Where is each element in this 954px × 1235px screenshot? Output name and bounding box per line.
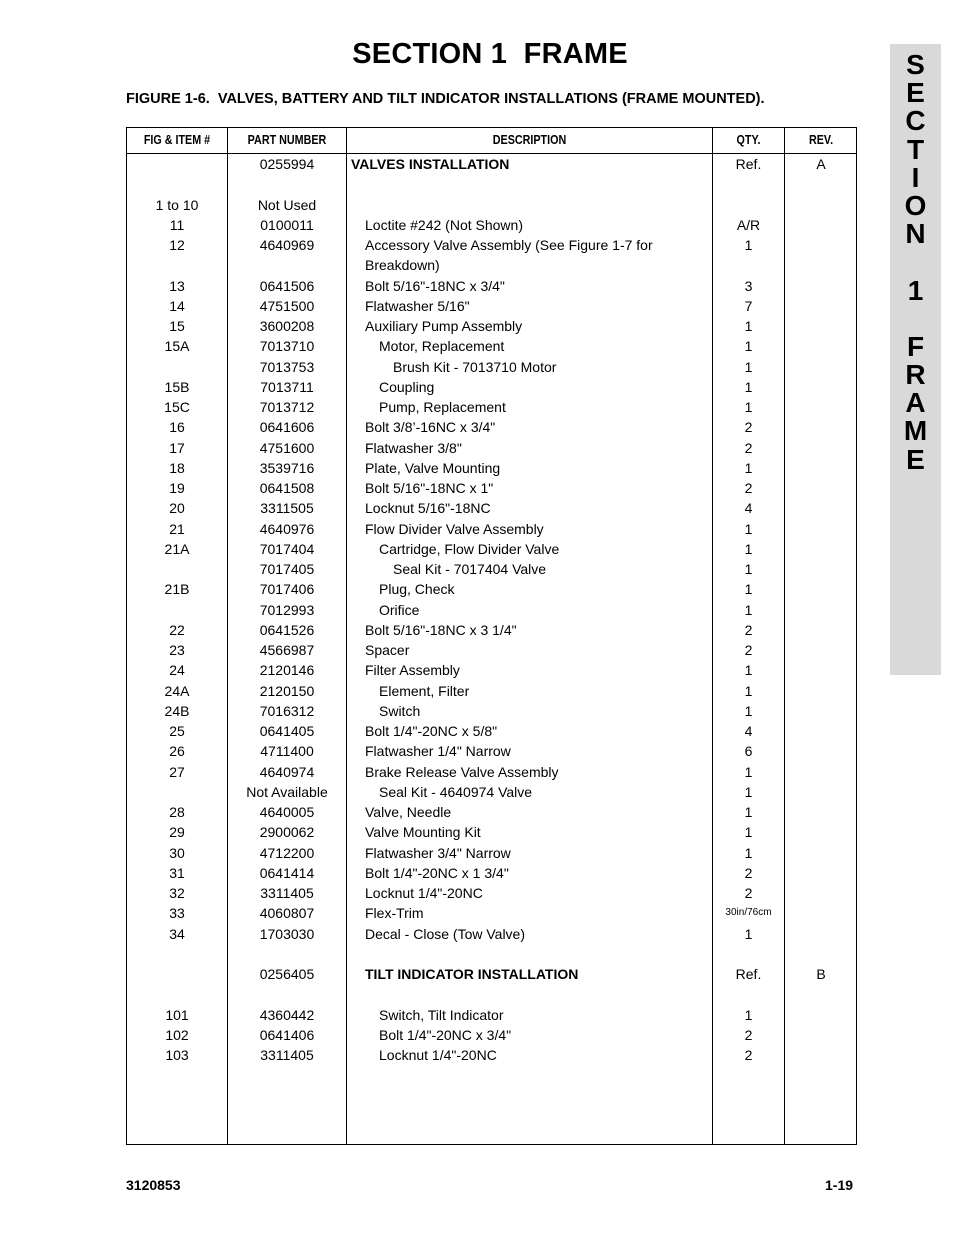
table-row bbox=[127, 782, 858, 802]
cell-description: Plate, Valve Mounting bbox=[365, 459, 501, 476]
cell-item: 15B bbox=[164, 378, 190, 395]
header-fig-item: FIG & ITEM # bbox=[143, 133, 211, 147]
cell-qty: 1 bbox=[744, 824, 753, 841]
cell-description: Orifice bbox=[379, 601, 420, 618]
table-row bbox=[127, 843, 858, 863]
table-row bbox=[127, 539, 858, 559]
cell-item: 33 bbox=[169, 905, 185, 922]
cell-item: 34 bbox=[169, 925, 185, 942]
cell-item: 19 bbox=[169, 480, 185, 496]
cell-item: 27 bbox=[169, 763, 185, 780]
table-row bbox=[127, 620, 858, 640]
cell-qty: 1 bbox=[744, 844, 753, 861]
cell-qty: 2 bbox=[744, 621, 753, 638]
cell-description: Auxiliary Pump Assembly bbox=[365, 318, 523, 334]
side-tab-letter bbox=[890, 248, 941, 276]
cell-qty: 2 bbox=[744, 419, 753, 436]
table-row bbox=[127, 701, 858, 721]
cell-description: Locknut 1/4"-20NC bbox=[365, 885, 483, 901]
table-row bbox=[127, 255, 858, 275]
section-side-tab bbox=[890, 44, 941, 675]
cell-part-number: 2900062 bbox=[259, 824, 315, 841]
table-row bbox=[127, 883, 858, 903]
table-row bbox=[127, 377, 858, 397]
cell-description: Locknut 5/16"-18NC bbox=[365, 500, 491, 517]
cell-qty: 2 bbox=[744, 1047, 753, 1063]
cell-description: Flatwasher 3/4" Narrow bbox=[365, 844, 511, 861]
cell-qty: 1 bbox=[744, 682, 753, 699]
cell-qty: 1 bbox=[744, 358, 753, 375]
cell-part-number: 3311405 bbox=[260, 885, 314, 901]
cell-qty: 2 bbox=[744, 642, 753, 658]
cell-qty: 2 bbox=[744, 439, 753, 456]
cell-description: Motor, Replacement bbox=[379, 338, 505, 355]
side-tab-letter: O bbox=[904, 189, 927, 221]
cell-description: Brush Kit - 7013710 Motor bbox=[393, 358, 557, 375]
table-row bbox=[127, 276, 858, 296]
cell-part-number: 0641406 bbox=[259, 1026, 315, 1043]
cell-qty: 1 bbox=[744, 338, 753, 355]
cell-description: Bolt 5/16"-18NC x 3/4" bbox=[365, 277, 505, 294]
cell-item: 29 bbox=[169, 824, 185, 841]
cell-part-number: 7016312 bbox=[259, 702, 315, 719]
cell-part-number: 7013753 bbox=[259, 358, 315, 375]
cell-qty: Ref. bbox=[735, 966, 762, 982]
table-row bbox=[127, 296, 858, 316]
cell-part-number: 7013712 bbox=[259, 399, 315, 415]
header-description: DESCRIPTION bbox=[492, 133, 567, 147]
side-tab-letter: M bbox=[903, 415, 928, 447]
cell-part-number: 4640969 bbox=[259, 237, 315, 253]
cell-part-number: 4640005 bbox=[259, 804, 315, 820]
cell-qty: 1 bbox=[744, 399, 753, 415]
table-row bbox=[127, 984, 858, 1004]
cell-item: 15 bbox=[169, 318, 185, 334]
cell-item: 24B bbox=[164, 702, 190, 719]
cell-description: Bolt 5/16"-18NC x 3 1/4" bbox=[365, 621, 517, 638]
cell-item: 15A bbox=[164, 338, 190, 355]
table-row bbox=[127, 336, 858, 356]
table-row bbox=[127, 822, 858, 842]
table-row bbox=[127, 863, 858, 883]
cell-description: Filter Assembly bbox=[365, 662, 460, 679]
cell-part-number: 7013711 bbox=[260, 378, 314, 395]
cell-part-number: 7017406 bbox=[259, 581, 315, 598]
cell-item: 31 bbox=[169, 864, 185, 881]
table-row bbox=[127, 1005, 858, 1025]
cell-description: Valve, Needle bbox=[365, 804, 452, 820]
cell-item: 12 bbox=[169, 237, 185, 253]
cell-description: Valve Mounting Kit bbox=[365, 824, 481, 841]
cell-part-number: 4360442 bbox=[259, 1006, 315, 1023]
cell-part-number: 0641405 bbox=[259, 723, 315, 739]
table-row bbox=[127, 357, 858, 377]
cell-item: 14 bbox=[169, 297, 185, 314]
cell-part-number: 0641508 bbox=[259, 480, 315, 496]
cell-part-number: 0255994 bbox=[259, 156, 315, 172]
cell-description: TILT INDICATOR INSTALLATION bbox=[365, 966, 579, 982]
cell-part-number: 4751500 bbox=[259, 297, 315, 314]
cell-item: 103 bbox=[165, 1047, 189, 1063]
side-tab-letter: R bbox=[905, 359, 926, 391]
side-tab-letter: A bbox=[905, 387, 926, 419]
cell-description: Switch, Tilt Indicator bbox=[379, 1006, 504, 1023]
cell-item: 24A bbox=[164, 682, 190, 699]
cell-item: 102 bbox=[165, 1026, 189, 1043]
cell-item: 18 bbox=[169, 459, 185, 476]
table-row bbox=[127, 417, 858, 437]
cell-qty: A/R bbox=[736, 216, 761, 233]
header-qty: QTY. bbox=[736, 133, 761, 147]
cell-item: 21 bbox=[169, 520, 185, 537]
table-row bbox=[127, 944, 858, 964]
cell-part-number: 3311505 bbox=[260, 500, 314, 517]
cell-description: Element, Filter bbox=[379, 682, 470, 699]
cell-description: Bolt 1/4"-20NC x 3/4" bbox=[379, 1026, 512, 1043]
cell-description: Loctite #242 (Not Shown) bbox=[365, 216, 523, 233]
cell-part-number: 4712200 bbox=[259, 844, 315, 861]
cell-part-number: 4751600 bbox=[259, 439, 315, 456]
table-row bbox=[127, 802, 858, 822]
table-row bbox=[127, 316, 858, 336]
cell-qty: 1 bbox=[744, 1006, 753, 1023]
cell-description: Locknut 1/4"-20NC bbox=[379, 1047, 497, 1063]
cell-qty: 1 bbox=[744, 561, 753, 577]
page-number: 1-19 bbox=[825, 1177, 854, 1193]
cell-qty: 1 bbox=[744, 318, 753, 334]
table-row bbox=[127, 762, 858, 782]
cell-description: Spacer bbox=[365, 642, 410, 658]
side-tab-letter: E bbox=[906, 443, 925, 475]
table-row bbox=[127, 154, 858, 174]
cell-item: 20 bbox=[169, 500, 185, 517]
table-row bbox=[127, 721, 858, 741]
side-tab-letter: F bbox=[906, 330, 925, 362]
table-row bbox=[127, 438, 858, 458]
cell-part-number: 0100011 bbox=[260, 216, 314, 233]
cell-qty: 1 bbox=[744, 459, 753, 476]
cell-description: Flow Divider Valve Assembly bbox=[365, 520, 544, 537]
cell-qty: 1 bbox=[744, 783, 753, 800]
cell-description: Cartridge, Flow Divider Valve bbox=[379, 540, 560, 557]
cell-description: Plug, Check bbox=[379, 581, 455, 598]
cell-part-number: 2120150 bbox=[259, 682, 315, 699]
cell-description: Bolt 3/8’-16NC x 3/4" bbox=[365, 419, 496, 436]
cell-qty: 2 bbox=[744, 864, 753, 881]
cell-description: Bolt 1/4"-20NC x 1 3/4" bbox=[365, 864, 509, 881]
cell-qty: 4 bbox=[744, 723, 753, 739]
table-row bbox=[127, 640, 858, 660]
cell-qty: 4 bbox=[744, 500, 753, 517]
cell-qty: 1 bbox=[744, 702, 753, 719]
side-tab-letter bbox=[890, 305, 941, 333]
cell-item: 26 bbox=[169, 743, 185, 760]
cell-part-number: 4060807 bbox=[259, 905, 315, 922]
cell-part-number: 3311405 bbox=[260, 1047, 314, 1063]
cell-item: 101 bbox=[165, 1006, 189, 1023]
cell-description: Seal Kit - 7017404 Valve bbox=[393, 561, 547, 577]
cell-item: 28 bbox=[169, 804, 185, 820]
cell-item: 21A bbox=[164, 540, 190, 557]
cell-part-number: 2120146 bbox=[259, 662, 315, 679]
cell-description: Brake Release Valve Assembly bbox=[365, 763, 559, 780]
cell-part-number: 7017404 bbox=[259, 540, 315, 557]
header-part-number: PART NUMBER bbox=[247, 133, 327, 147]
table-row bbox=[127, 235, 858, 255]
cell-part-number: 7012993 bbox=[259, 601, 315, 618]
table-row bbox=[127, 478, 858, 498]
side-tab-letter: T bbox=[906, 133, 925, 165]
header-rev: REV. bbox=[808, 133, 834, 147]
table-row bbox=[127, 1045, 858, 1065]
side-tab-letter: E bbox=[906, 77, 925, 109]
cell-item: 23 bbox=[169, 642, 185, 658]
cell-part-number: 3539716 bbox=[259, 459, 315, 476]
side-tab-letter: N bbox=[905, 218, 926, 250]
cell-qty: 2 bbox=[744, 885, 753, 901]
cell-description: Breakdown) bbox=[365, 257, 440, 274]
cell-part-number: 7017405 bbox=[259, 561, 315, 577]
cell-rev: A bbox=[816, 156, 826, 172]
cell-description: Switch bbox=[379, 702, 421, 719]
cell-description: Flex-Trim bbox=[365, 905, 424, 922]
cell-part-number: Not Used bbox=[257, 196, 317, 213]
side-tab-letter: S bbox=[906, 49, 925, 80]
cell-part-number: 3600208 bbox=[259, 318, 315, 334]
cell-qty: 1 bbox=[744, 581, 753, 598]
table-row bbox=[127, 559, 858, 579]
cell-item: 32 bbox=[169, 885, 185, 901]
cell-description: Accessory Valve Assembly (See Figure 1-7 for bbox=[365, 237, 653, 253]
table-row bbox=[127, 681, 858, 701]
table-row bbox=[127, 215, 858, 235]
cell-qty: 1 bbox=[744, 925, 753, 942]
cell-description: Coupling bbox=[379, 378, 435, 395]
figure-title: FIGURE 1-6. VALVES, BATTERY AND TILT INDICATOR INSTALLATIONS (FRAME MOUNTED). bbox=[126, 91, 765, 107]
table-row bbox=[127, 924, 858, 944]
table-row bbox=[127, 397, 858, 417]
table-row bbox=[127, 174, 858, 194]
cell-part-number: 0641526 bbox=[259, 621, 315, 638]
cell-description: Flatwasher 5/16" bbox=[365, 297, 470, 314]
cell-part-number: 0641414 bbox=[259, 864, 315, 881]
cell-description: Seal Kit - 4640974 Valve bbox=[379, 783, 533, 800]
cell-item: 21B bbox=[164, 581, 190, 598]
doc-number: 3120853 bbox=[126, 1177, 181, 1193]
cell-item: 15C bbox=[164, 399, 190, 415]
cell-part-number: 4566987 bbox=[259, 642, 315, 658]
cell-part-number: 0256405 bbox=[259, 966, 315, 982]
cell-part-number: 0641606 bbox=[259, 419, 315, 436]
table-row bbox=[127, 600, 858, 620]
cell-item: 16 bbox=[169, 419, 185, 436]
cell-part-number: 0641506 bbox=[259, 277, 315, 294]
cell-qty: 2 bbox=[744, 480, 753, 496]
cell-qty: 7 bbox=[744, 297, 753, 314]
cell-description: Flatwasher 3/8" bbox=[365, 439, 462, 456]
table-row bbox=[127, 741, 858, 761]
cell-item: 1 to 10 bbox=[155, 196, 199, 213]
parts-table bbox=[126, 127, 857, 1145]
cell-qty: 1 bbox=[744, 804, 753, 820]
cell-qty: 30in/76cm bbox=[725, 907, 772, 919]
cell-qty: Ref. bbox=[735, 156, 762, 172]
cell-part-number: 7013710 bbox=[259, 338, 315, 355]
cell-description: Bolt 5/16"-18NC x 1" bbox=[365, 480, 494, 496]
cell-item: 11 bbox=[169, 216, 185, 233]
cell-qty: 1 bbox=[744, 237, 753, 253]
cell-qty: 1 bbox=[744, 520, 753, 537]
side-tab-letter: I bbox=[911, 161, 920, 193]
cell-part-number: Not Available bbox=[246, 783, 328, 800]
cell-rev: B bbox=[816, 966, 826, 982]
cell-qty: 1 bbox=[744, 540, 753, 557]
cell-item: 30 bbox=[169, 844, 185, 861]
cell-qty: 1 bbox=[744, 763, 753, 780]
cell-part-number: 4640976 bbox=[259, 520, 315, 537]
cell-description: Decal - Close (Tow Valve) bbox=[365, 925, 526, 942]
table-row bbox=[127, 519, 858, 539]
cell-description: VALVES INSTALLATION bbox=[351, 156, 510, 172]
table-row bbox=[127, 579, 858, 599]
cell-item: 24 bbox=[169, 662, 185, 679]
cell-qty: 3 bbox=[744, 277, 753, 294]
cell-item: 22 bbox=[169, 621, 185, 638]
table-row bbox=[127, 498, 858, 518]
cell-description: Bolt 1/4"-20NC x 5/8" bbox=[365, 723, 498, 739]
cell-qty: 1 bbox=[744, 662, 753, 679]
side-tab-letters bbox=[890, 51, 941, 474]
table-row bbox=[127, 458, 858, 478]
side-tab-letter: C bbox=[905, 105, 926, 137]
table-row bbox=[127, 660, 858, 680]
side-tab-letter: 1 bbox=[907, 274, 924, 306]
cell-item: 25 bbox=[169, 723, 185, 739]
cell-item: 17 bbox=[169, 439, 185, 456]
cell-item: 13 bbox=[169, 277, 185, 294]
cell-qty: 1 bbox=[744, 601, 753, 618]
table-row bbox=[127, 1025, 858, 1045]
page-title: SECTION 1 FRAME bbox=[352, 38, 628, 70]
cell-part-number: 1703030 bbox=[259, 925, 315, 942]
table-row bbox=[127, 195, 858, 215]
cell-qty: 2 bbox=[744, 1026, 753, 1043]
table-row bbox=[127, 964, 858, 984]
cell-description: Pump, Replacement bbox=[379, 399, 506, 415]
cell-qty: 1 bbox=[744, 378, 753, 395]
table-row bbox=[127, 903, 858, 923]
cell-part-number: 4711400 bbox=[260, 743, 314, 760]
cell-description: Flatwasher 1/4" Narrow bbox=[365, 743, 511, 760]
cell-part-number: 4640974 bbox=[259, 763, 315, 780]
cell-qty: 6 bbox=[744, 743, 753, 760]
